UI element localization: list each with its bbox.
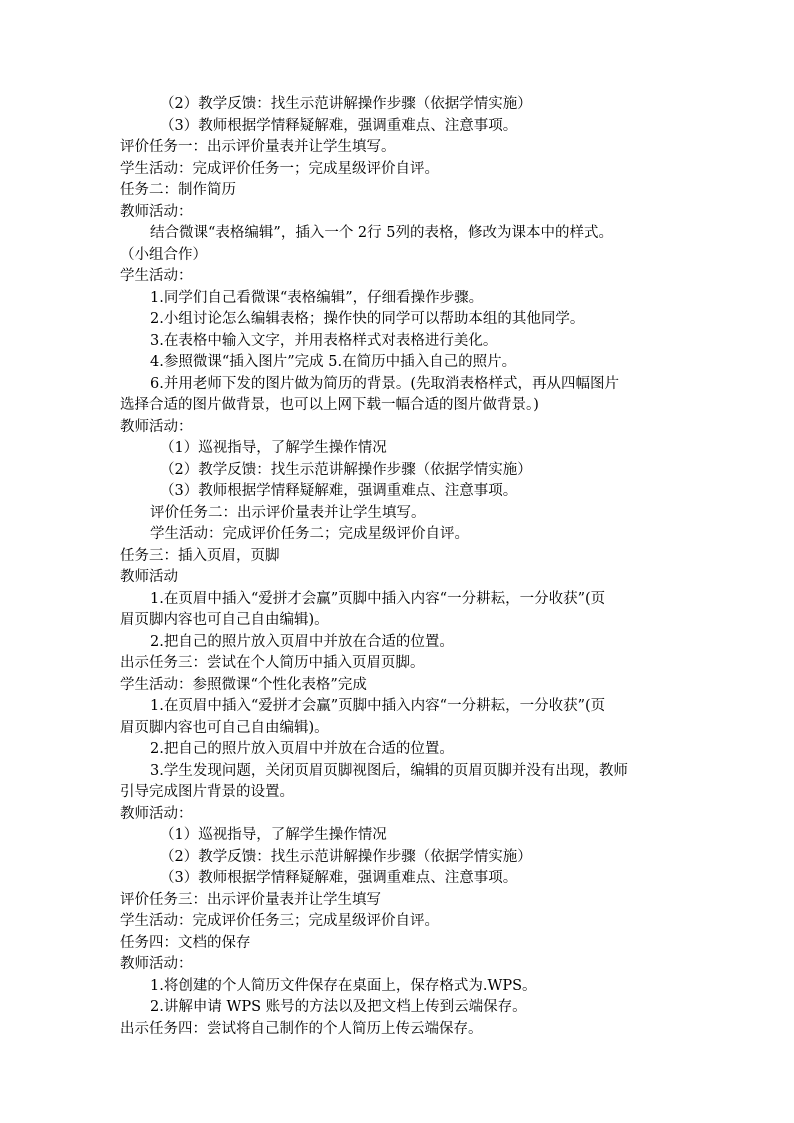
text-line: （3）教师根据学情释疑解难，强调重难点、注意事项。 [160, 118, 518, 134]
text-line: 教师活动： [120, 956, 193, 972]
list-item: 2.讲解申请 WPS 账号的方法以及把文档上传到云端保存。 [150, 999, 527, 1015]
text-line: （2）教学反馈：找生示范讲解操作步骤（依据学情实施） [160, 96, 532, 112]
text-line: 教师活动 [120, 569, 178, 585]
list-item: （1）巡视指导，了解学生操作情况 [160, 440, 387, 456]
list-item: 2.把自己的照片放入页眉中并放在合适的位置。 [150, 634, 454, 650]
text-line: 学生活动：参照微课“个性化表格”完成 [120, 677, 367, 693]
list-item: 2.小组讨论怎么编辑表格；操作快的同学可以帮助本组的其他同学。 [150, 311, 585, 327]
list-item: （2）教学反馈：找生示范讲解操作步骤（依据学情实施） [160, 849, 532, 865]
text-line: 教师活动： [120, 204, 193, 220]
text-line: 眉页脚内容也可自己自由编辑)。 [120, 612, 329, 628]
text-line: 评价任务三：出示评价量表并让学生填写 [120, 892, 381, 908]
list-item: （3）教师根据学情释疑解难，强调重难点、注意事项。 [160, 870, 518, 886]
section-heading: 任务二：制作简历 [120, 182, 236, 198]
text-line: 学生活动： [120, 268, 193, 284]
text-line: 引导完成图片背景的设置。 [120, 784, 294, 800]
list-item: 3.在表格中输入文字，并用表格样式对表格进行美化。 [150, 333, 498, 349]
text-line: 学生活动：完成评价任务三；完成星级评价自评。 [120, 913, 439, 929]
section-heading: 任务四：文档的保存 [120, 935, 251, 951]
list-item: 6.并用老师下发的图片做为简历的背景。(先取消表格样式，再从四幅图片 [150, 376, 619, 392]
list-item: 1.同学们自己看微课“表格编辑”，仔细看操作步骤。 [150, 290, 484, 306]
list-item: 3.学生发现问题，关闭页眉页脚视图后，编辑的页眉页脚并没有出现，教师 [150, 763, 628, 779]
text-line: （小组合作） [120, 247, 207, 263]
text-line: 出示任务三：尝试在个人简历中插入页眉页脚。 [120, 655, 425, 671]
text-line: 结合微课“表格编辑”，插入一个 2行 5列的表格，修改为课本中的样式。 [150, 225, 613, 241]
list-item: 1.在页眉中插入“爱拼才会赢”页脚中插入内容“一分耕耘，一分收获”(页 [150, 591, 606, 607]
text-line: 学生活动：完成评价任务二；完成星级评价自评。 [150, 526, 469, 542]
list-item: （2）教学反馈：找生示范讲解操作步骤（依据学情实施） [160, 462, 532, 478]
list-item: 4.参照微课“插入图片”完成 5.在简历中插入自己的照片。 [150, 354, 517, 370]
list-item: （1）巡视指导，了解学生操作情况 [160, 827, 387, 843]
text-line: 出示任务四：尝试将自己制作的个人简历上传云端保存。 [120, 1021, 483, 1037]
list-item: 2.把自己的照片放入页眉中并放在合适的位置。 [150, 741, 454, 757]
list-item: 1.在页眉中插入“爱拼才会赢”页脚中插入内容“一分耕耘，一分收获”(页 [150, 698, 606, 714]
text-line: 教师活动： [120, 419, 193, 435]
text-line: 学生活动：完成评价任务一；完成星级评价自评。 [120, 161, 439, 177]
text-line: 眉页脚内容也可自己自由编辑)。 [120, 720, 329, 736]
text-line: 评价任务二：出示评价量表并让学生填写。 [150, 505, 426, 521]
section-heading: 任务三：插入页眉，页脚 [120, 548, 280, 564]
list-item: （3）教师根据学情释疑解难，强调重难点、注意事项。 [160, 483, 518, 499]
list-item: 1.将创建的个人简历文件保存在桌面上，保存格式为.WPS。 [150, 978, 537, 994]
text-line: 评价任务一：出示评价量表并让学生填写。 [120, 139, 396, 155]
text-line: 教师活动： [120, 806, 193, 822]
text-line: 选择合适的图片做背景，也可以上网下载一幅合适的图片做背景。) [120, 397, 539, 413]
